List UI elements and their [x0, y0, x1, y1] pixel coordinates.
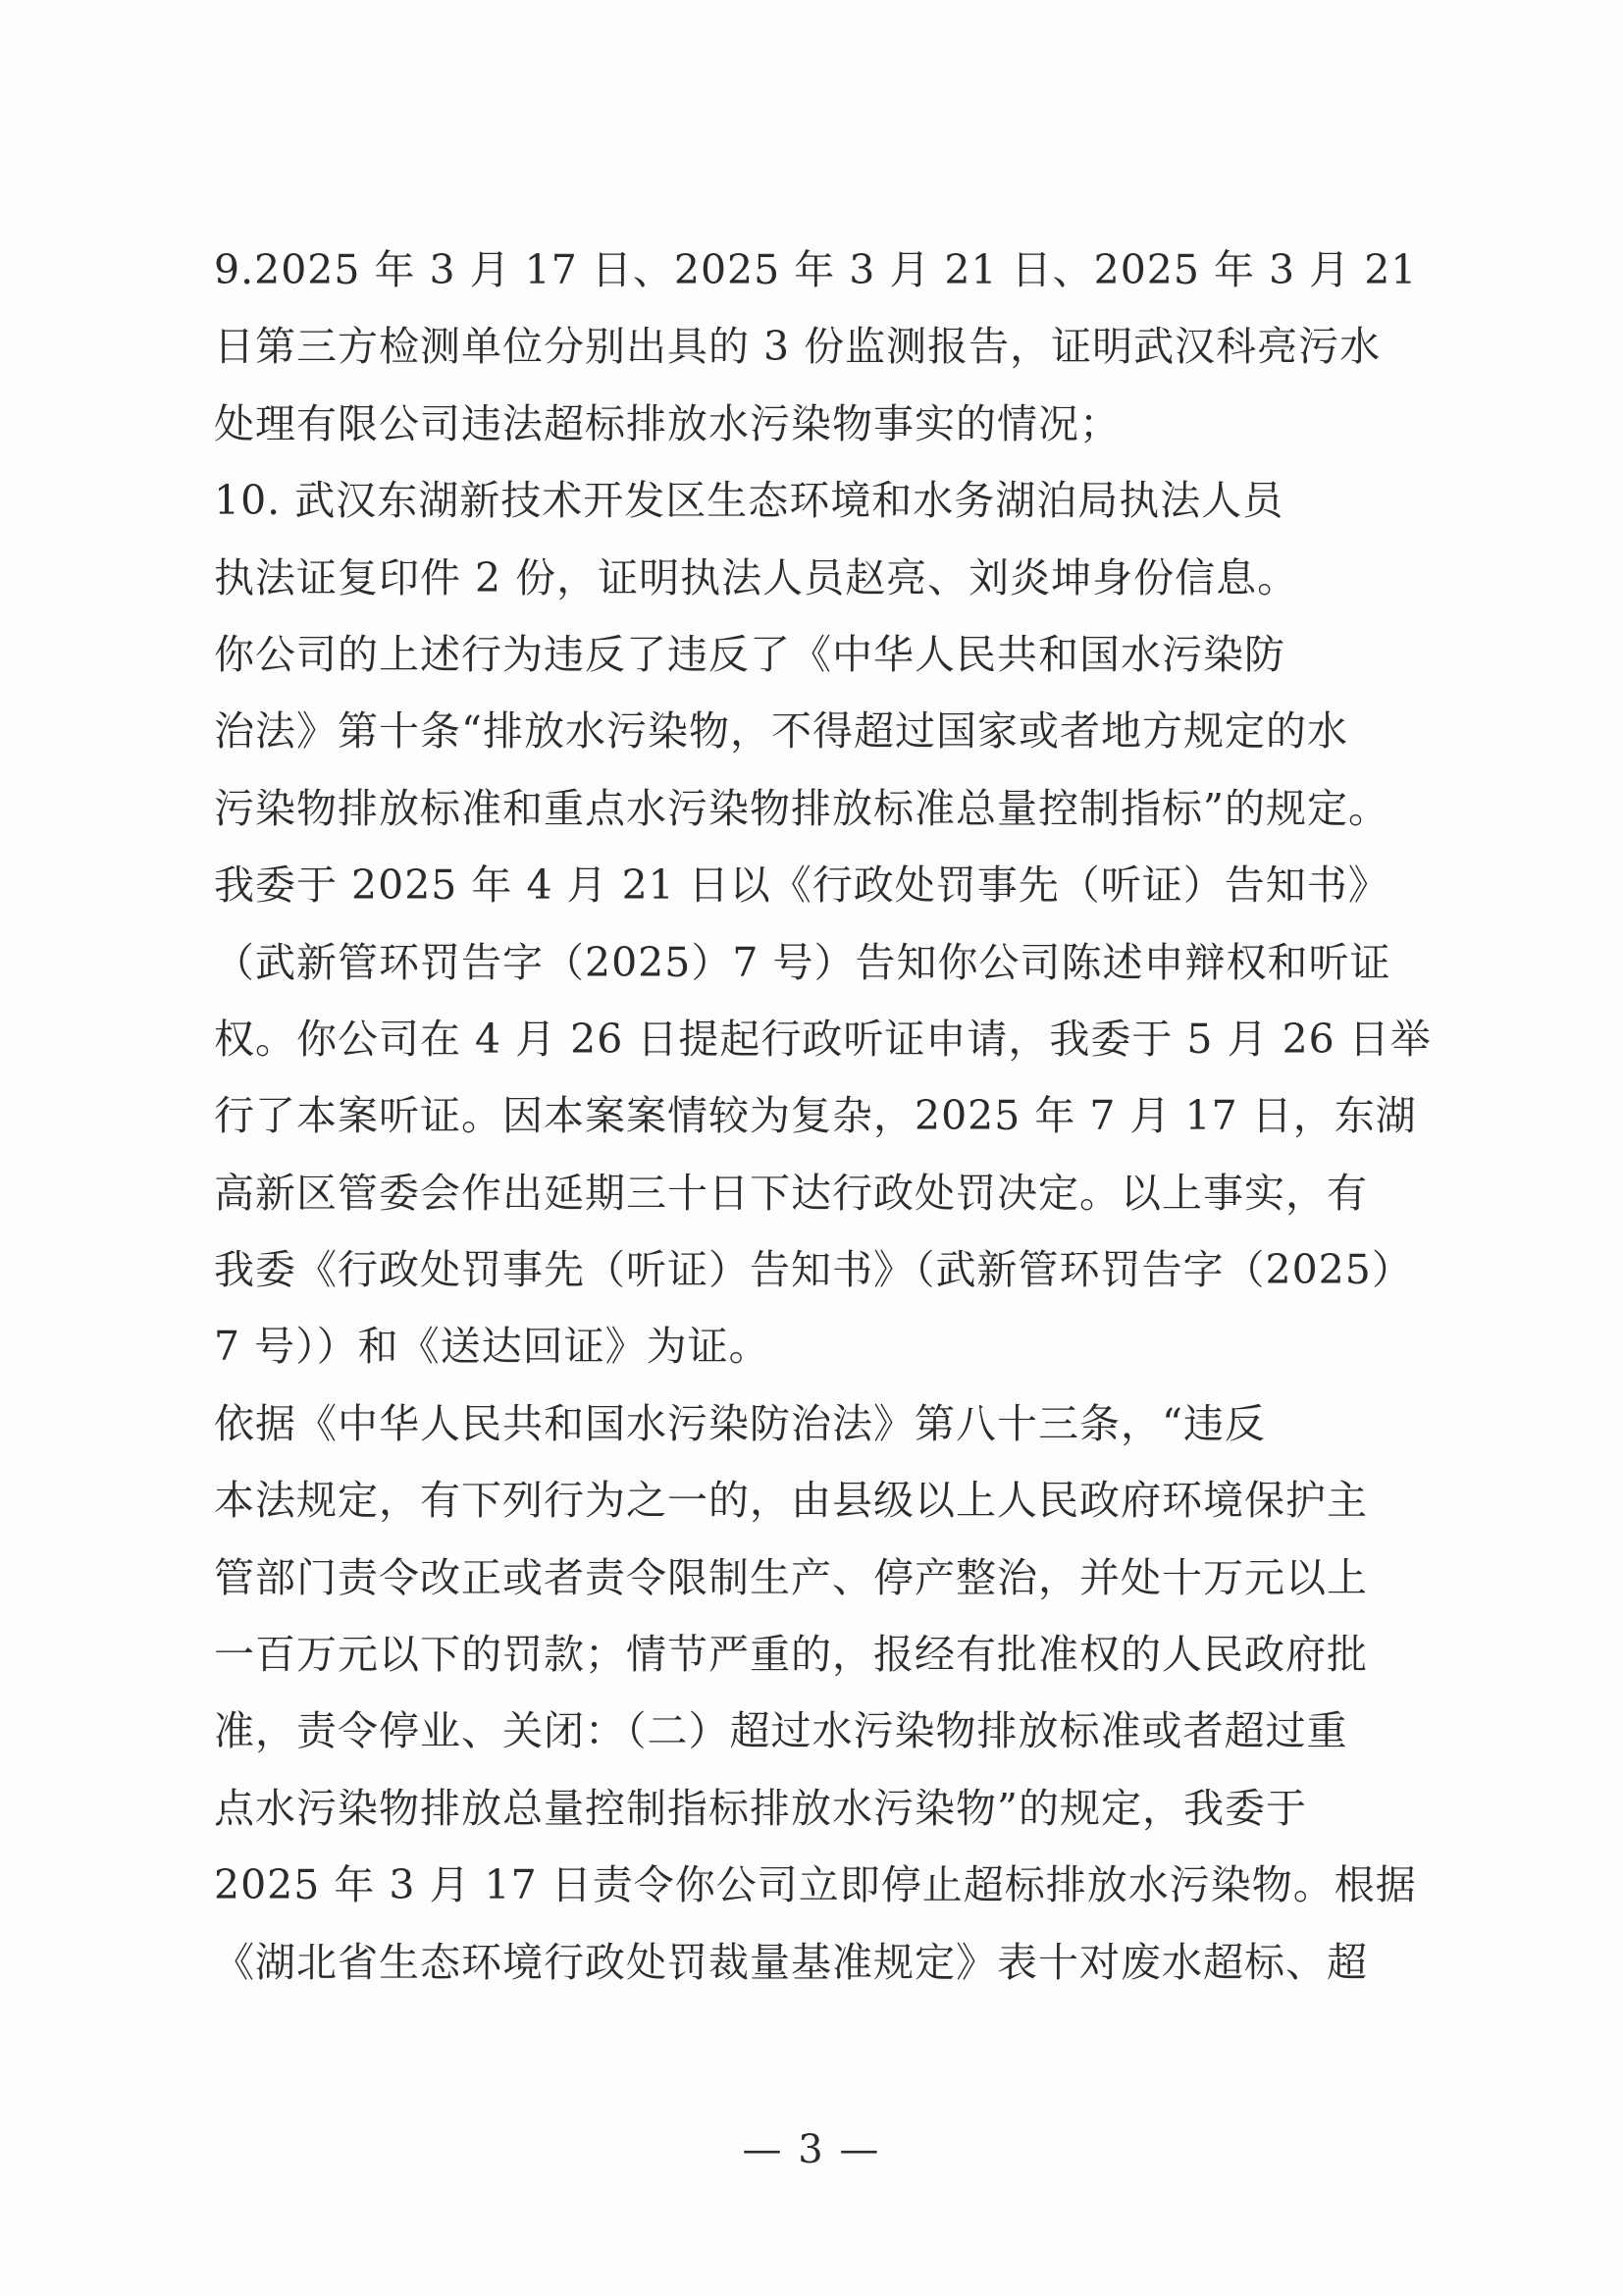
body-text — [214, 232, 1440, 2001]
text-line-9: 我委于 2025 年 4 月 21 日以《行政处罚事先（听证）告知书》 — [214, 861, 1389, 910]
text-line-1: 9.2025 年 3 月 17 日、2025 年 3 月 21 日、2025 年 3 月 21 — [214, 246, 1418, 293]
text-line-14: 我委《行政处罚事先（听证）告知书》（武新管环罚告字（2025） — [214, 1246, 1413, 1294]
text-line-4: 10. 武汉东湖新技术开发区生态环境和水务湖泊局执法人员 — [214, 477, 1284, 525]
text-line-21: 点水污染物排放总量控制指标排放水污染物”的规定，我委于 — [214, 1784, 1307, 1832]
text-line-17: 本法规定，有下列行为之一的，由县级以上人民政府环境保护主 — [214, 1477, 1368, 1525]
text-line-3: 处理有限公司违法超标排放水污染物事实的情况； — [214, 399, 1121, 447]
text-line-22: 2025 年 3 月 17 日责令你公司立即停止超标排放水污染物。根据 — [214, 1861, 1417, 1909]
text-line-7: 治法》第十条“排放水污染物，不得超过国家或者地方规定的水 — [214, 707, 1348, 756]
text-line-18: 管部门责令改正或者责令限制生产、停产整治，并处十万元以上 — [214, 1553, 1368, 1601]
text-line-19: 一百万元以下的罚款；情节严重的，报经有批准权的人民政府批 — [214, 1631, 1368, 1679]
text-line-13: 高新区管委会作出延期三十日下达行政处罚决定。以上事实，有 — [214, 1169, 1368, 1217]
text-line-23: 《湖北省生态环境行政处罚裁量基准规定》表十对废水超标、超 — [214, 1938, 1368, 1986]
text-line-6: 你公司的上述行为违反了违反了《中华人民共和国水污染防 — [214, 630, 1285, 678]
text-line-12: 行了本案听证。因本案案情较为复杂，2025 年 7 月 17 日，东湖 — [214, 1092, 1417, 1140]
text-line-11: 权。你公司在 4 月 26 日提起行政听证申请，我委于 5 月 26 日举 — [214, 1015, 1432, 1063]
text-line-16: 依据《中华人民共和国水污染防治法》第八十三条，“违反 — [214, 1399, 1266, 1447]
text-line-8: 污染物排放标准和重点水污染物排放标准总量控制指标”的规定。 — [214, 784, 1389, 832]
page-number: — 3 — — [742, 2127, 881, 2172]
text-line-20: 准，责令停业、关闭：（二）超过水污染物排放标准或者超过重 — [214, 1707, 1348, 1755]
text-line-5: 执法证复印件 2 份，证明执法人员赵亮、刘炎坤身份信息。 — [214, 553, 1299, 601]
text-line-10: （武新管环罚告字（2025）7 号）告知你公司陈述申辩权和听证 — [214, 938, 1391, 986]
text-line-15: 7 号））和《送达回证》为证。 — [214, 1323, 770, 1371]
text-line-2: 日第三方检测单位分别出具的 3 份监测报告，证明武汉科亮污水 — [214, 323, 1382, 371]
